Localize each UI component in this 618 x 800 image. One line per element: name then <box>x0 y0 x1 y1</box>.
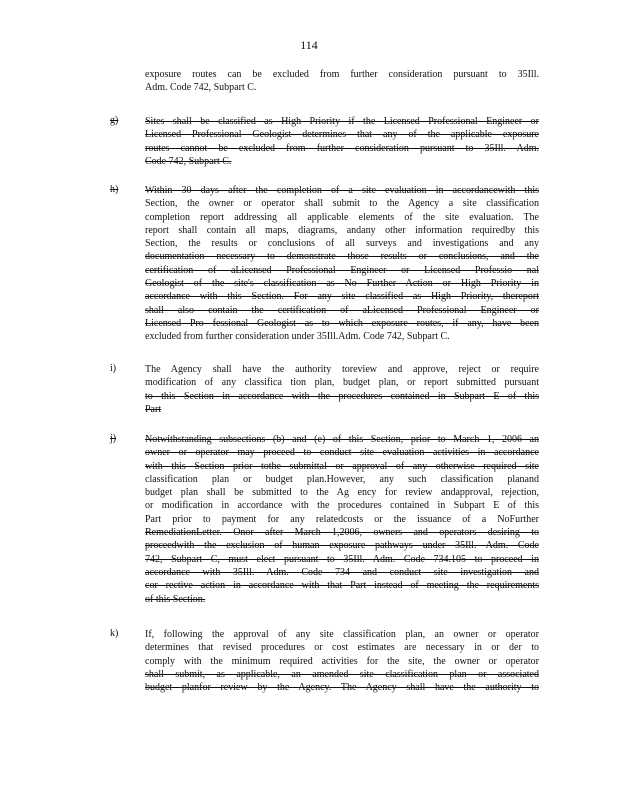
text-line: Licensed Professional Geologist determines that any of the applicable exposure <box>145 129 539 141</box>
text-line: Section, the owner or operator shall submit to the Agency a site classification <box>145 198 539 210</box>
text-line: or modification in accordance with the procedures contained in Subpart E of this <box>145 500 539 512</box>
text-line: classification plan or budget plan.However, any such classification planand <box>145 473 539 485</box>
text-line: Within 30 days after the completion of a site evaluation in accordancewith this <box>145 185 539 196</box>
text-line: Geologist of the site's classification as No Further Action or High Priority in <box>145 278 539 290</box>
text-line: accordance with 35Ill. Adm. Code 734 and conduct site investigation and <box>145 566 539 578</box>
text-line: Licensed Pro fessional Geologist as to which exposure routes, if any, have been <box>145 317 539 329</box>
text-line: Adm. Code 742, Subpart C. <box>145 82 257 94</box>
text-line: budget planfor review by the Agency. The Agency shall have the authority to <box>145 682 539 694</box>
text-line: cor rective action in accordance with that Part instead of meeting the requirements <box>145 580 539 592</box>
subsection-label: i) <box>110 363 117 374</box>
paragraph-text <box>145 628 539 694</box>
subsection-label: g) <box>110 115 119 126</box>
text-line: If, following the approval of any site classification plan, an owner or operator <box>145 629 539 640</box>
text-line: Notwithstanding subsections (b) and (e) of this Section, prior to March 1, 2006 an <box>145 434 539 445</box>
text-line: excluded from further consideration under 35Ill.Adm. Code 742, Subpart C. <box>145 331 450 343</box>
text-line: shall also contain the certification of aLicensed Professional Engineer or <box>145 304 539 316</box>
text-line: determines that revised procedures or cost estimates are necessary in or der to <box>145 642 539 654</box>
text-line: report shall contain all maps, diagrams, andany other information requiredby this <box>145 224 539 236</box>
text-line: proceedwith the exclusion of human exposure pathways under 35Ill. Adm. Code <box>145 540 539 552</box>
subsection-label: k) <box>110 628 119 639</box>
subsection-label: h) <box>110 184 119 195</box>
text-line: 742, Subpart C, must elect pursuant to 35Ill. Adm. Code 734.105 to proceed in <box>145 553 539 565</box>
text-line: with this Section prior tothe submittal or approval of any otherwise required site <box>145 460 539 472</box>
text-line: certification of aLicensed Professional Engineer or Licensed Professio nal <box>145 264 539 276</box>
text-line: Sites shall be classified as High Priority if the Licensed Professional Engineer or <box>145 116 539 127</box>
text-line: budget plan shall be submitted to the Ag ency for review andapproval, rejection, <box>145 487 539 499</box>
text-line: comply with the minimum required activities for the site, the owner or operator <box>145 655 539 667</box>
page-number: 114 <box>300 38 318 52</box>
paragraph-text <box>145 68 539 95</box>
text-line: to this Section in accordance with the procedures contained in Subpart E of this <box>145 390 539 402</box>
paragraph-text <box>145 115 539 168</box>
text-line: shall submit, as applicable, an amended site classification plan or associated <box>145 668 539 680</box>
text-line: Part prior to payment for any relatedcosts or the issuance of a NoFurther <box>145 513 539 525</box>
subsection-label: j) <box>110 433 117 444</box>
text-line: The Agency shall have the authority toreview and approve, reject or require <box>145 364 539 375</box>
text-line: routes cannot be excluded from further consideration pursuant to 35Ill. Adm. <box>145 142 539 154</box>
text-line: of this Section. <box>145 593 206 605</box>
text-line: documentation necessary to demonstrate those results or conclusions, and the <box>145 251 539 263</box>
text-line: Code 742, Subpart C. <box>145 155 232 167</box>
paragraph-text <box>145 433 539 606</box>
text-line: Section, the results or conclusions of all surveys and investigations and any <box>145 238 539 250</box>
text-line: RemediationLetter. Onor after March 1,2006, owners and operators desiring to <box>145 527 539 539</box>
paragraph-text <box>145 363 539 416</box>
text-line: modification of any classifica tion plan, budget plan, or report submitted pursuant <box>145 377 539 389</box>
text-line: owner or operator may proceed to conduct site evaluation activities in accordance <box>145 447 539 459</box>
text-line: exposure routes can be excluded from further consideration pursuant to 35Ill. <box>145 69 539 80</box>
text-line: completion report addressing all applicable elements of the site evaluation. The <box>145 211 539 223</box>
text-line: accordance with this Section. For any site classified as High Priority, thereport <box>145 291 539 303</box>
paragraph-text <box>145 184 539 344</box>
text-line: Part <box>145 403 162 415</box>
